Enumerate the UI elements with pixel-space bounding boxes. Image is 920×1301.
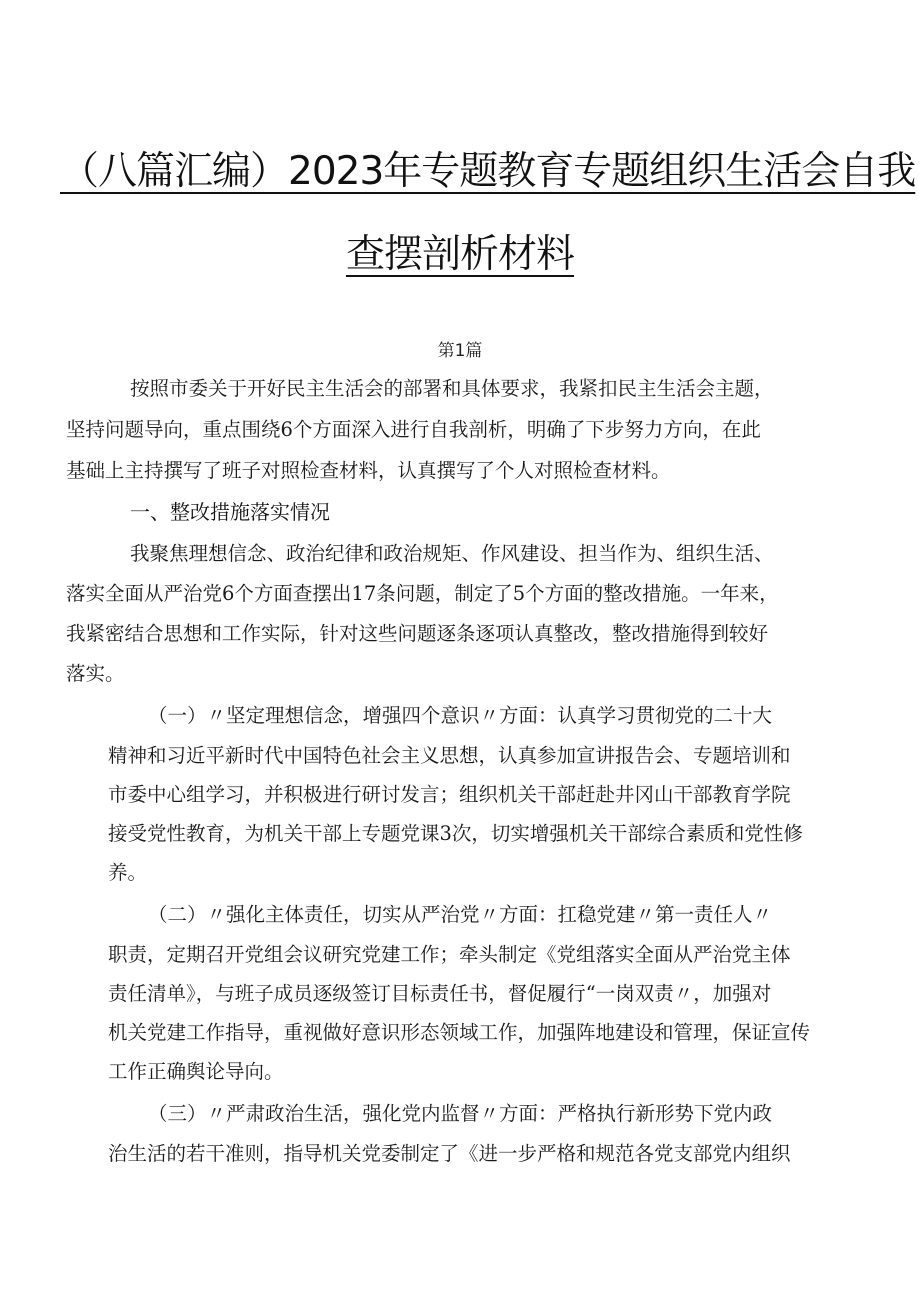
- paragraph-4-line: 机关党建工作指导，重视做好意识形态领域工作，加强阵地建设和管理，保证宣传: [108, 1021, 811, 1044]
- paragraph-3-line: （一）〃坚定理想信念，增强四个意识〃方面：认真学习贯彻党的二十大: [148, 704, 773, 727]
- paragraph-2-line: 我紧密结合思想和工作实际，针对这些问题逐条逐项认真整改，整改措施得到较好: [66, 622, 769, 645]
- paragraph-4-line: 职责，定期召开党组会议研究党建工作；牵头制定《党组落实全面从严治党主体: [108, 943, 791, 966]
- paragraph-2-line: 我聚焦理想信念、政治纪律和政治规矩、作风建设、担当作为、组织生活、: [130, 542, 774, 565]
- paragraph-3-line: 养。: [108, 861, 148, 884]
- paragraph-2-line: 落实。: [66, 662, 125, 685]
- paragraph-4-line: 责任清单》，与班子成员逐级签订目标责任书，督促履行“一岗双责〃，加强对: [108, 982, 772, 1005]
- part-label: 第1篇: [437, 341, 483, 361]
- paragraph-5-line: 治生活的若干准则，指导机关党委制定了《进一步严格和规范各党支部党内组织: [108, 1142, 791, 1165]
- paragraph-5-line: （三）〃严肃政治生活，强化党内监督〃方面：严格执行新形势下党内政: [148, 1102, 773, 1125]
- section-heading-1: 一、整改措施落实情况: [130, 500, 330, 524]
- paragraph-2-line: 落实全面从严治党6个方面查摆出17条问题，制定了5个方面的整改措施。一年来，: [66, 582, 779, 605]
- paragraph-3-line: 接受党性教育，为机关干部上专题党课3次，切实增强机关干部综合素质和党性修: [108, 822, 803, 845]
- paragraph-1-line: 坚持问题导向，重点围绕6个方面深入进行自我剖析，明确了下步努力方向，在此: [66, 418, 761, 441]
- paragraph-1-line: 按照市委关于开好民主生活会的部署和具体要求，我紧扣民主生活会主题，: [130, 377, 774, 400]
- paragraph-1-line: 基础上主持撰写了班子对照检查材料，认真撰写了个人对照检查材料。: [66, 459, 671, 482]
- document-title-line-2: 查摆剖析材料: [345, 232, 574, 277]
- paragraph-3-line: 精神和习近平新时代中国特色社会主义思想，认真参加宣讲报告会、专题培训和: [108, 744, 791, 767]
- paragraph-3-line: 市委中心组学习，并积极进行研讨发言；组织机关干部赶赴井冈山干部教育学院: [108, 783, 791, 806]
- document-title-line-1: （八篇汇编）2023年专题教育专题组织生活会自我: [60, 149, 916, 194]
- paragraph-4-line: 工作正确舆论导向。: [108, 1060, 284, 1083]
- paragraph-4-line: （二）〃强化主体责任，切实从严治党〃方面：扛稳党建〃第一责任人〃: [148, 903, 773, 926]
